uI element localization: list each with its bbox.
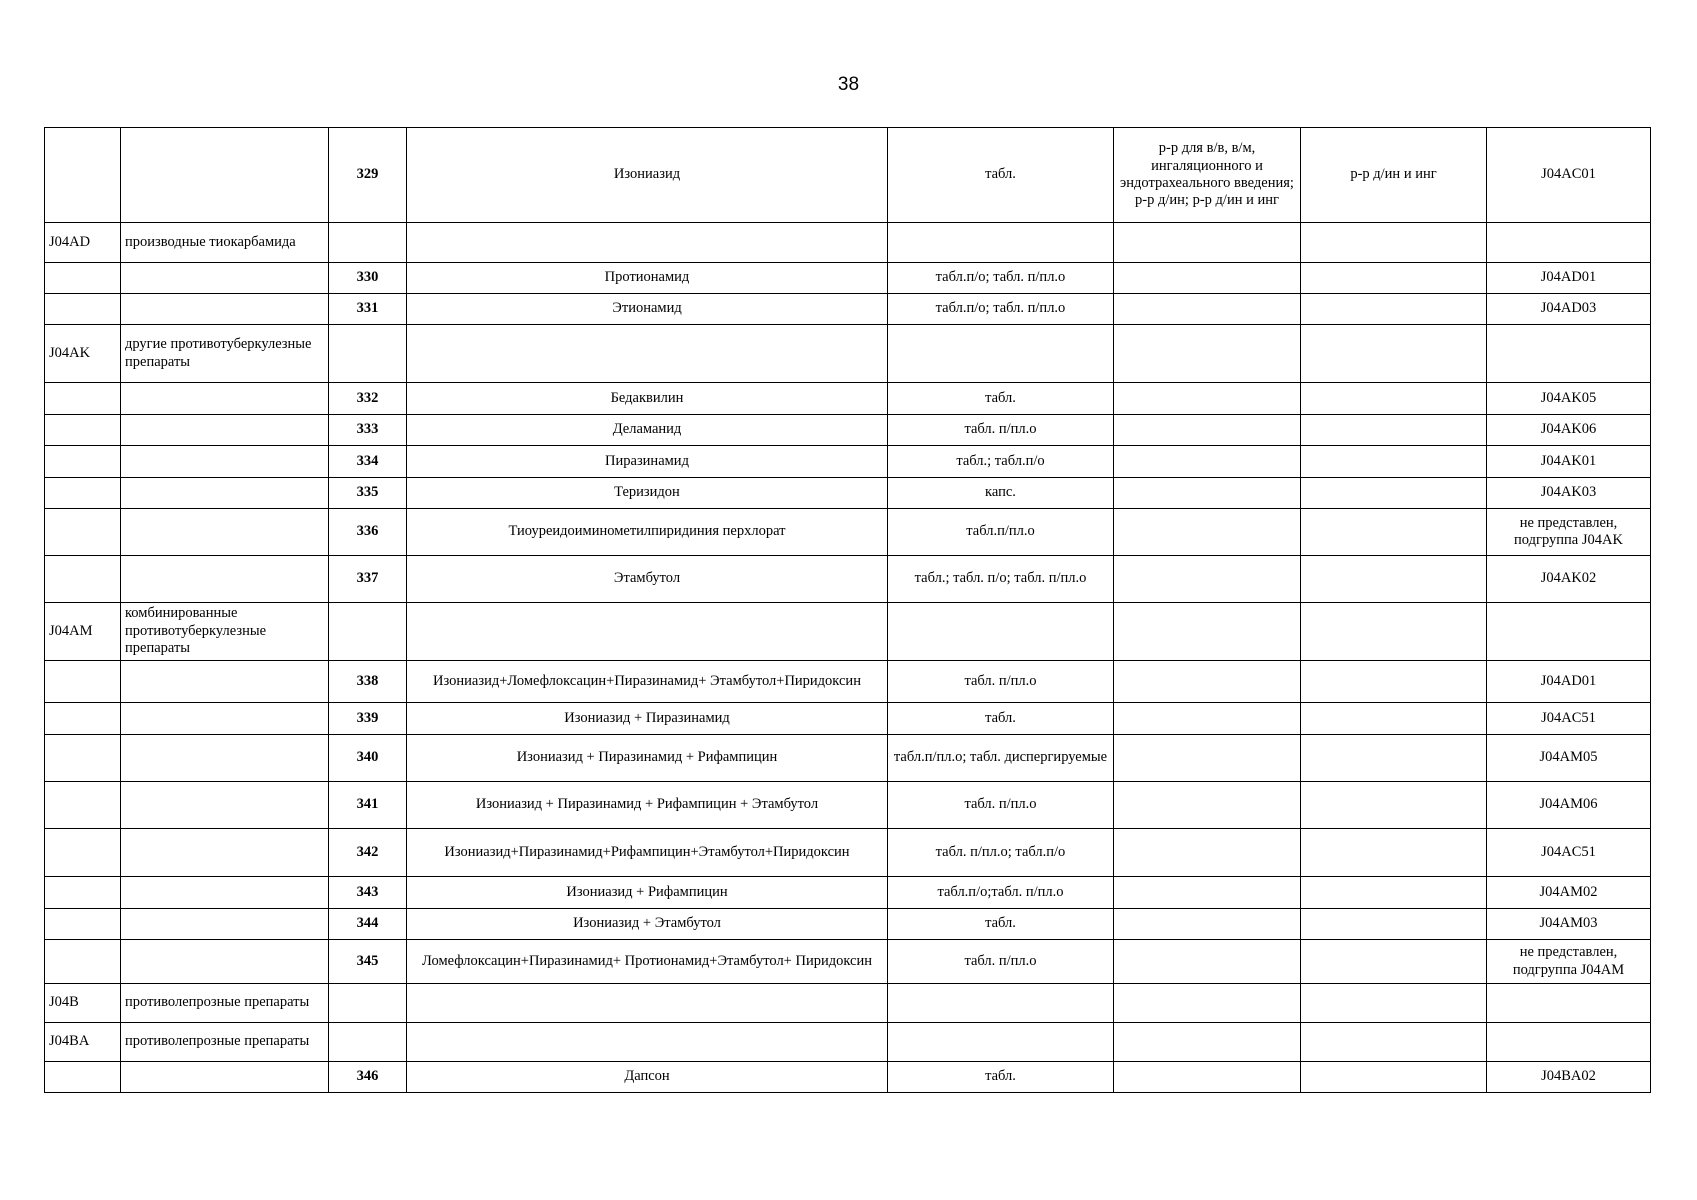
injectable-form xyxy=(1114,940,1301,984)
atc-code: J04AM03 xyxy=(1487,909,1651,940)
atc-code: J04AC01 xyxy=(1487,128,1651,223)
item-number xyxy=(329,223,407,263)
oral-form: табл. xyxy=(888,128,1114,223)
table-row xyxy=(45,661,1651,703)
atc-group-name xyxy=(121,263,329,294)
atc-code: J04AM05 xyxy=(1487,735,1651,782)
inhalation-form xyxy=(1301,294,1487,325)
atc-group-name xyxy=(121,909,329,940)
drug-name: Протионамид xyxy=(407,263,888,294)
inhalation-form xyxy=(1301,1023,1487,1062)
item-number: 329 xyxy=(329,128,407,223)
inhalation-form xyxy=(1301,782,1487,829)
item-number: 345 xyxy=(329,940,407,984)
inhalation-form xyxy=(1301,877,1487,909)
table-row xyxy=(45,1062,1651,1093)
atc-group-code xyxy=(45,556,121,603)
inhalation-form xyxy=(1301,661,1487,703)
atc-group-code xyxy=(45,415,121,446)
atc-group-name xyxy=(121,703,329,735)
drug-name xyxy=(407,603,888,661)
drug-name: Изониазид + Рифампицин xyxy=(407,877,888,909)
oral-form xyxy=(888,984,1114,1023)
atc-group-code xyxy=(45,735,121,782)
item-number: 332 xyxy=(329,383,407,415)
drug-name xyxy=(407,223,888,263)
atc-code: J04BA02 xyxy=(1487,1062,1651,1093)
oral-form: табл. п/пл.о; табл.п/о xyxy=(888,829,1114,877)
injectable-form xyxy=(1114,1062,1301,1093)
drug-name: Изониазид + Пиразинамид xyxy=(407,703,888,735)
atc-group-code xyxy=(45,940,121,984)
atc-group-code xyxy=(45,509,121,556)
item-number: 331 xyxy=(329,294,407,325)
atc-group-name: производные тиокарбамида xyxy=(121,223,329,263)
atc-group-name xyxy=(121,478,329,509)
table-row xyxy=(45,735,1651,782)
oral-form: табл. xyxy=(888,383,1114,415)
oral-form: табл.п/пл.о; табл. диспергируемые xyxy=(888,735,1114,782)
table-row xyxy=(45,509,1651,556)
oral-form: капс. xyxy=(888,478,1114,509)
injectable-form xyxy=(1114,383,1301,415)
item-number: 344 xyxy=(329,909,407,940)
atc-group-name xyxy=(121,1062,329,1093)
item-number: 341 xyxy=(329,782,407,829)
table-row xyxy=(45,128,1651,223)
atc-code: J04AM02 xyxy=(1487,877,1651,909)
table-row xyxy=(45,1023,1651,1062)
inhalation-form xyxy=(1301,446,1487,478)
oral-form: табл. п/пл.о xyxy=(888,661,1114,703)
atc-code: J04AK03 xyxy=(1487,478,1651,509)
drug-name xyxy=(407,1023,888,1062)
item-number: 346 xyxy=(329,1062,407,1093)
atc-group-code xyxy=(45,661,121,703)
atc-group-name xyxy=(121,383,329,415)
atc-code: не представлен, подгруппа J04AM xyxy=(1487,940,1651,984)
atc-code: J04AM06 xyxy=(1487,782,1651,829)
atc-group-code xyxy=(45,829,121,877)
atc-group-name xyxy=(121,128,329,223)
inhalation-form xyxy=(1301,263,1487,294)
atc-group-name xyxy=(121,509,329,556)
item-number xyxy=(329,325,407,383)
table-row xyxy=(45,603,1651,661)
injectable-form xyxy=(1114,478,1301,509)
drug-name: Изониазид + Пиразинамид + Рифампицин xyxy=(407,735,888,782)
atc-code: J04AK01 xyxy=(1487,446,1651,478)
injectable-form xyxy=(1114,909,1301,940)
drug-name: Изониазид + Этамбутол xyxy=(407,909,888,940)
oral-form xyxy=(888,603,1114,661)
oral-form xyxy=(888,1023,1114,1062)
atc-group-code: J04AK xyxy=(45,325,121,383)
table-row xyxy=(45,325,1651,383)
oral-form: табл.; табл.п/о xyxy=(888,446,1114,478)
drug-name: Тиоуреидоиминометилпиридиния перхлорат xyxy=(407,509,888,556)
atc-code: J04AK06 xyxy=(1487,415,1651,446)
drug-name xyxy=(407,984,888,1023)
atc-code: J04AD01 xyxy=(1487,661,1651,703)
oral-form: табл. xyxy=(888,703,1114,735)
atc-group-name xyxy=(121,446,329,478)
atc-group-name xyxy=(121,294,329,325)
table-row xyxy=(45,223,1651,263)
atc-group-name xyxy=(121,940,329,984)
injectable-form xyxy=(1114,509,1301,556)
item-number xyxy=(329,1023,407,1062)
inhalation-form: р-р д/ин и инг xyxy=(1301,128,1487,223)
atc-group-name xyxy=(121,415,329,446)
inhalation-form xyxy=(1301,556,1487,603)
oral-form: табл. п/пл.о xyxy=(888,415,1114,446)
oral-form: табл.п/о;табл. п/пл.о xyxy=(888,877,1114,909)
drug-name: Изониазид xyxy=(407,128,888,223)
item-number: 334 xyxy=(329,446,407,478)
injectable-form xyxy=(1114,603,1301,661)
table-row xyxy=(45,263,1651,294)
item-number: 336 xyxy=(329,509,407,556)
table-row xyxy=(45,782,1651,829)
drug-name xyxy=(407,325,888,383)
oral-form: табл.п/о; табл. п/пл.о xyxy=(888,294,1114,325)
table-row xyxy=(45,940,1651,984)
drug-name: Изониазид+Пиразинамид+Рифампицин+Этамбутол+Пиридоксин xyxy=(407,829,888,877)
injectable-form xyxy=(1114,661,1301,703)
oral-form: табл. xyxy=(888,1062,1114,1093)
atc-code: J04AC51 xyxy=(1487,829,1651,877)
oral-form xyxy=(888,223,1114,263)
drug-name: Изониазид + Пиразинамид + Рифампицин + Этамбутол xyxy=(407,782,888,829)
atc-code: J04AK05 xyxy=(1487,383,1651,415)
injectable-form xyxy=(1114,984,1301,1023)
item-number: 338 xyxy=(329,661,407,703)
inhalation-form xyxy=(1301,223,1487,263)
item-number: 330 xyxy=(329,263,407,294)
inhalation-form xyxy=(1301,415,1487,446)
injectable-form xyxy=(1114,263,1301,294)
atc-group-name xyxy=(121,782,329,829)
item-number: 337 xyxy=(329,556,407,603)
injectable-form xyxy=(1114,782,1301,829)
item-number: 340 xyxy=(329,735,407,782)
injectable-form xyxy=(1114,735,1301,782)
inhalation-form xyxy=(1301,603,1487,661)
injectable-form: р-р для в/в, в/м, ингаляционного и эндотрахеального введения; р-р д/ин; р-р д/ин и инг xyxy=(1114,128,1301,223)
atc-group-code xyxy=(45,383,121,415)
atc-code: J04AK02 xyxy=(1487,556,1651,603)
inhalation-form xyxy=(1301,383,1487,415)
inhalation-form xyxy=(1301,909,1487,940)
item-number: 333 xyxy=(329,415,407,446)
drug-name: Ломефлоксацин+Пиразинамид+ Протионамид+Этамбутол+ Пиридоксин xyxy=(407,940,888,984)
drug-name: Этионамид xyxy=(407,294,888,325)
inhalation-form xyxy=(1301,509,1487,556)
atc-group-name: противолепрозные препараты xyxy=(121,1023,329,1062)
drug-name: Деламанид xyxy=(407,415,888,446)
table-row xyxy=(45,383,1651,415)
injectable-form xyxy=(1114,877,1301,909)
drug-name: Бедаквилин xyxy=(407,383,888,415)
drug-name: Теризидон xyxy=(407,478,888,509)
drug-name: Дапсон xyxy=(407,1062,888,1093)
atc-group-code: J04AM xyxy=(45,603,121,661)
oral-form xyxy=(888,325,1114,383)
injectable-form xyxy=(1114,556,1301,603)
inhalation-form xyxy=(1301,829,1487,877)
atc-group-code: J04B xyxy=(45,984,121,1023)
atc-code: J04AD03 xyxy=(1487,294,1651,325)
atc-code xyxy=(1487,603,1651,661)
injectable-form xyxy=(1114,223,1301,263)
atc-code: J04AD01 xyxy=(1487,263,1651,294)
oral-form: табл. п/пл.о xyxy=(888,782,1114,829)
item-number: 343 xyxy=(329,877,407,909)
atc-group-code xyxy=(45,478,121,509)
table-row xyxy=(45,909,1651,940)
atc-group-code xyxy=(45,263,121,294)
oral-form: табл.п/пл.о xyxy=(888,509,1114,556)
drug-name: Пиразинамид xyxy=(407,446,888,478)
item-number: 335 xyxy=(329,478,407,509)
table-row xyxy=(45,478,1651,509)
drug-name: Изониазид+Ломефлоксацин+Пиразинамид+ Этамбутол+Пиридоксин xyxy=(407,661,888,703)
atc-group-code xyxy=(45,703,121,735)
table-row xyxy=(45,294,1651,325)
injectable-form xyxy=(1114,829,1301,877)
oral-form: табл. xyxy=(888,909,1114,940)
injectable-form xyxy=(1114,325,1301,383)
injectable-form xyxy=(1114,446,1301,478)
atc-group-name xyxy=(121,661,329,703)
atc-group-name: противолепрозные препараты xyxy=(121,984,329,1023)
inhalation-form xyxy=(1301,735,1487,782)
atc-group-code: J04BA xyxy=(45,1023,121,1062)
inhalation-form xyxy=(1301,1062,1487,1093)
atc-code: не представлен, подгруппа J04AK xyxy=(1487,509,1651,556)
atc-code xyxy=(1487,1023,1651,1062)
table-row xyxy=(45,446,1651,478)
inhalation-form xyxy=(1301,940,1487,984)
atc-group-code xyxy=(45,877,121,909)
page-number: 38 xyxy=(837,74,860,95)
atc-group-name xyxy=(121,829,329,877)
drug-name: Этамбутол xyxy=(407,556,888,603)
atc-code: J04AC51 xyxy=(1487,703,1651,735)
atc-group-name xyxy=(121,735,329,782)
item-number xyxy=(329,603,407,661)
item-number xyxy=(329,984,407,1023)
injectable-form xyxy=(1114,294,1301,325)
atc-group-name: комбинированные противотуберкулезные препараты xyxy=(121,603,329,661)
atc-code xyxy=(1487,223,1651,263)
table-row xyxy=(45,556,1651,603)
table-row xyxy=(45,703,1651,735)
table-body xyxy=(45,128,1651,1093)
atc-group-code xyxy=(45,909,121,940)
atc-group-code xyxy=(45,128,121,223)
atc-group-code xyxy=(45,294,121,325)
item-number: 339 xyxy=(329,703,407,735)
inhalation-form xyxy=(1301,984,1487,1023)
drug-table xyxy=(44,127,1651,1093)
table-row xyxy=(45,415,1651,446)
atc-group-name xyxy=(121,556,329,603)
atc-group-code xyxy=(45,446,121,478)
oral-form: табл. п/пл.о xyxy=(888,940,1114,984)
atc-group-code: J04AD xyxy=(45,223,121,263)
inhalation-form xyxy=(1301,478,1487,509)
injectable-form xyxy=(1114,1023,1301,1062)
table-row xyxy=(45,829,1651,877)
atc-group-code xyxy=(45,1062,121,1093)
item-number: 342 xyxy=(329,829,407,877)
atc-group-code xyxy=(45,782,121,829)
table-row xyxy=(45,877,1651,909)
table-row xyxy=(45,984,1651,1023)
atc-code xyxy=(1487,984,1651,1023)
oral-form: табл.п/о; табл. п/пл.о xyxy=(888,263,1114,294)
atc-code xyxy=(1487,325,1651,383)
atc-group-name: другие противотуберкулезные препараты xyxy=(121,325,329,383)
inhalation-form xyxy=(1301,325,1487,383)
injectable-form xyxy=(1114,415,1301,446)
injectable-form xyxy=(1114,703,1301,735)
oral-form: табл.; табл. п/о; табл. п/пл.о xyxy=(888,556,1114,603)
atc-group-name xyxy=(121,877,329,909)
inhalation-form xyxy=(1301,703,1487,735)
